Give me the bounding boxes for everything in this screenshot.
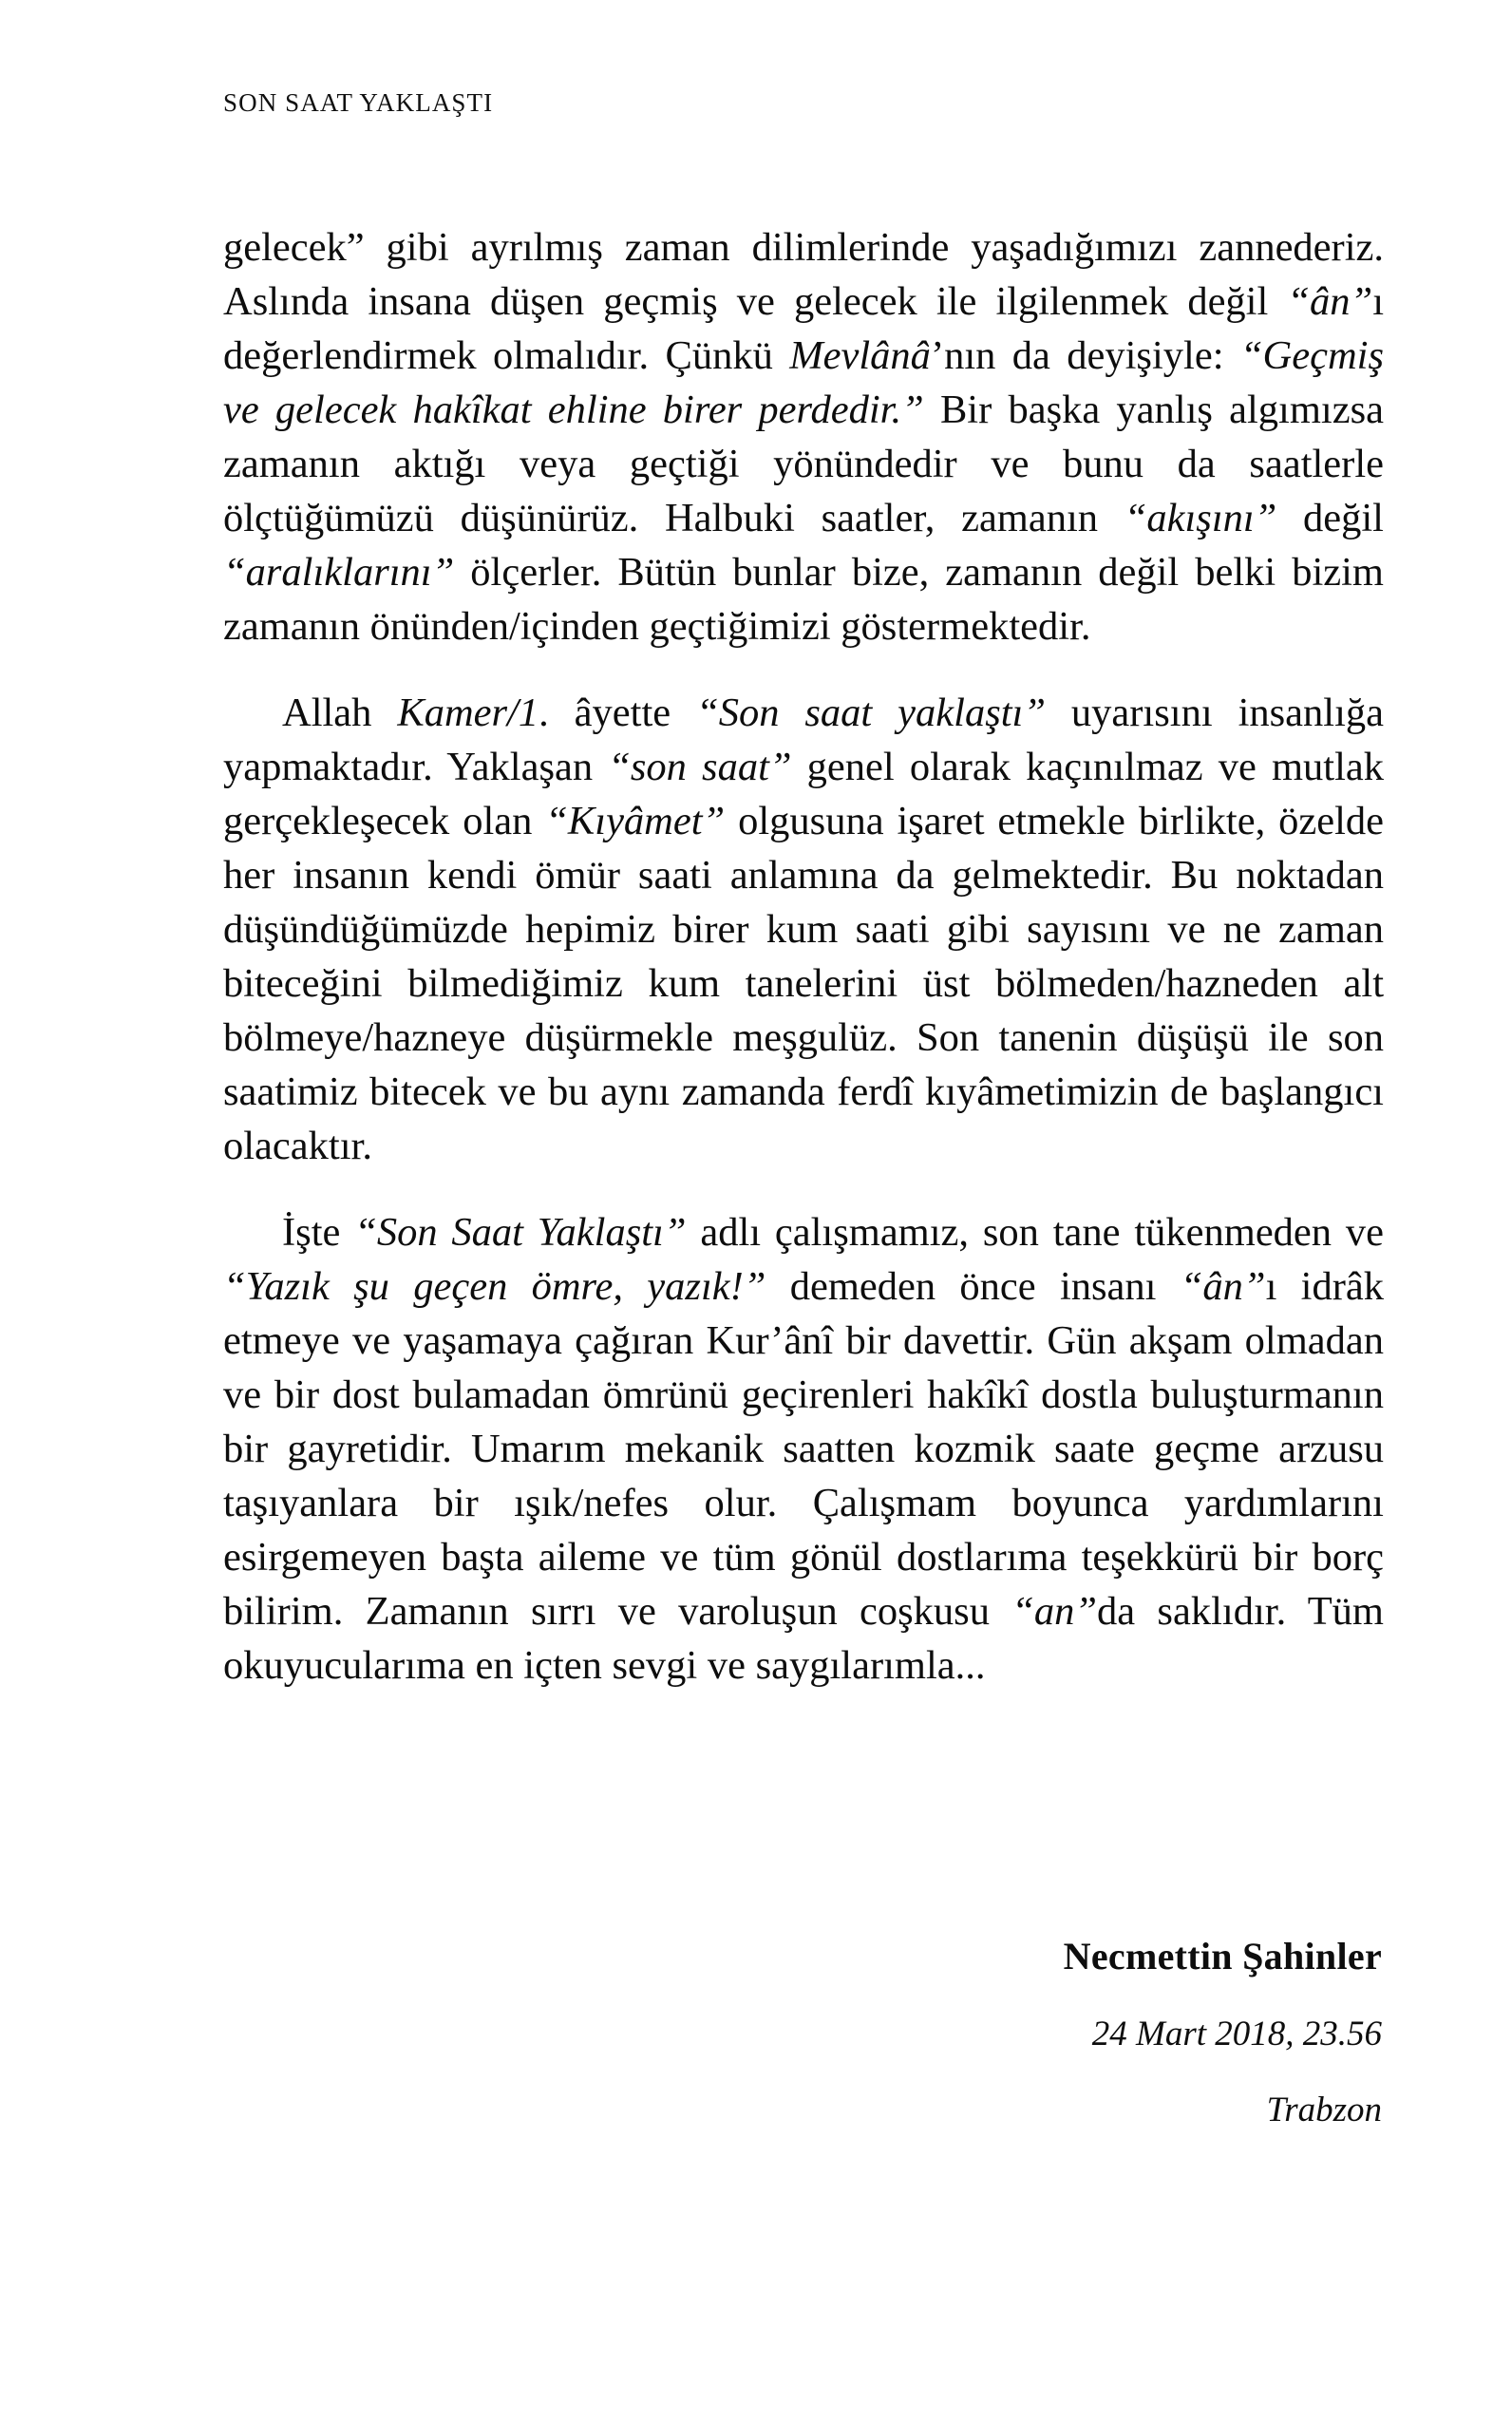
emphasized-text: Kamer/1: [397, 691, 539, 735]
emphasized-text: “Kıyâmet”: [545, 799, 726, 843]
paragraph-1: [223, 220, 1384, 653]
signature-author: Necmettin Şahinler: [1063, 1935, 1382, 1977]
body-text: uyarısını insanlığa yapmaktadır. Yaklaşan: [223, 691, 1385, 789]
body-text: demeden önce insanı: [765, 1264, 1181, 1309]
emphasized-text: Mevlânâ: [789, 333, 931, 378]
body-text: Bir başka yanlış algımızsa zamanın aktığı veya geçtiği yönündedir ve bunu da saatlerle ölçtüğümüzü düşünürüz. Halbuki saatler, zamanın: [223, 388, 1384, 540]
emphasized-text: “Geçmiş ve gelecek hakîkat ehline birer perdedir.”: [223, 333, 1384, 432]
emphasized-text: “ân”: [1180, 1264, 1266, 1309]
signature-place: Trabzon: [1266, 2091, 1382, 2130]
paragraph-3: [223, 1205, 1384, 1693]
signature-block: [717, 1933, 1382, 2133]
emphasized-text: “Son saat yaklaştı”: [696, 691, 1046, 735]
body-text: İşte: [282, 1210, 355, 1255]
emphasized-text: “son saat”: [608, 745, 792, 789]
body-text: değil: [1276, 496, 1384, 540]
emphasized-text: “Son Saat Yaklaştı”: [354, 1210, 687, 1255]
signature-date: 24 Mart 2018, 23.56: [1091, 2015, 1382, 2053]
body-text: da saklıdır. Tüm okuyucularıma en içten sevgi ve saygılarımla...: [223, 1589, 1384, 1688]
running-header: SON SAAT YAKLAŞTI: [223, 88, 494, 117]
body-text-block: [223, 220, 1384, 1693]
body-text: . âyette: [539, 691, 697, 735]
body-text: adlı çalışmamız, son tane tükenmeden ve: [686, 1210, 1384, 1255]
body-text: ’nın da deyişiyle:: [930, 333, 1240, 378]
emphasized-text: “ân”: [1287, 279, 1373, 324]
body-text: ölçerler. Bütün bunlar bize, zamanın değil belki bizim zamanın önünden/içinden geçtiğimizi göstermektedir.: [223, 550, 1384, 649]
emphasized-text: “aralıklarını”: [223, 550, 455, 595]
body-text: ı değerlendirmek olmalıdır. Çünkü: [223, 279, 1384, 378]
body-text: ı idrâk etmeye ve yaşamaya çağıran Kur’ânî bir davettir. Gün akşam olmadan ve bir dost bulamadan ömrünü geçirenleri hakîkî dostla buluşturmanın bir gayretidir. Umarım mekanik saatten kozmik saate geçme arzusu taşıyanlara bir ışık/nefes olur. Çalışmam boyunca yardımlarını esirgemeyen başta aileme ve tüm gönül dostlarıma teşekkürü bir borç bilirim. Zamanın sırrı ve varoluşun coşkusu: [223, 1264, 1384, 1634]
emphasized-text: “Yazık şu geçen ömre, yazık!”: [223, 1264, 766, 1309]
body-text: olgusuna işaret etmekle birlikte, özelde her insanın kendi ömür saati anlamına da gelmektedir. Bu noktadan düşündüğümüzde hepimiz birer kum saati gibi sayısını ve ne zaman biteceğini bilmediğimiz kum tanelerini üst bölmeden/hazneden alt bölmeye/hazneye düşürmekle meşgulüz. Son tanenin düşüşü ile son saatimiz bitecek ve bu aynı zamanda ferdî kıyâmetimizin de başlangıcı olacaktır.: [223, 799, 1384, 1168]
body-text: Allah: [282, 691, 398, 735]
body-text: genel olarak kaçınılmaz ve mutlak gerçekleşecek olan: [223, 745, 1384, 843]
body-text: gelecek” gibi ayrılmış zaman dilimlerinde yaşadığımızı zannederiz. Aslında insana düşen geçmiş ve gelecek ile ilgilenmek değil: [223, 225, 1384, 324]
emphasized-text: “akışını”: [1124, 496, 1277, 540]
emphasized-text: “an”: [1011, 1589, 1098, 1634]
paragraph-2: [223, 686, 1384, 1173]
